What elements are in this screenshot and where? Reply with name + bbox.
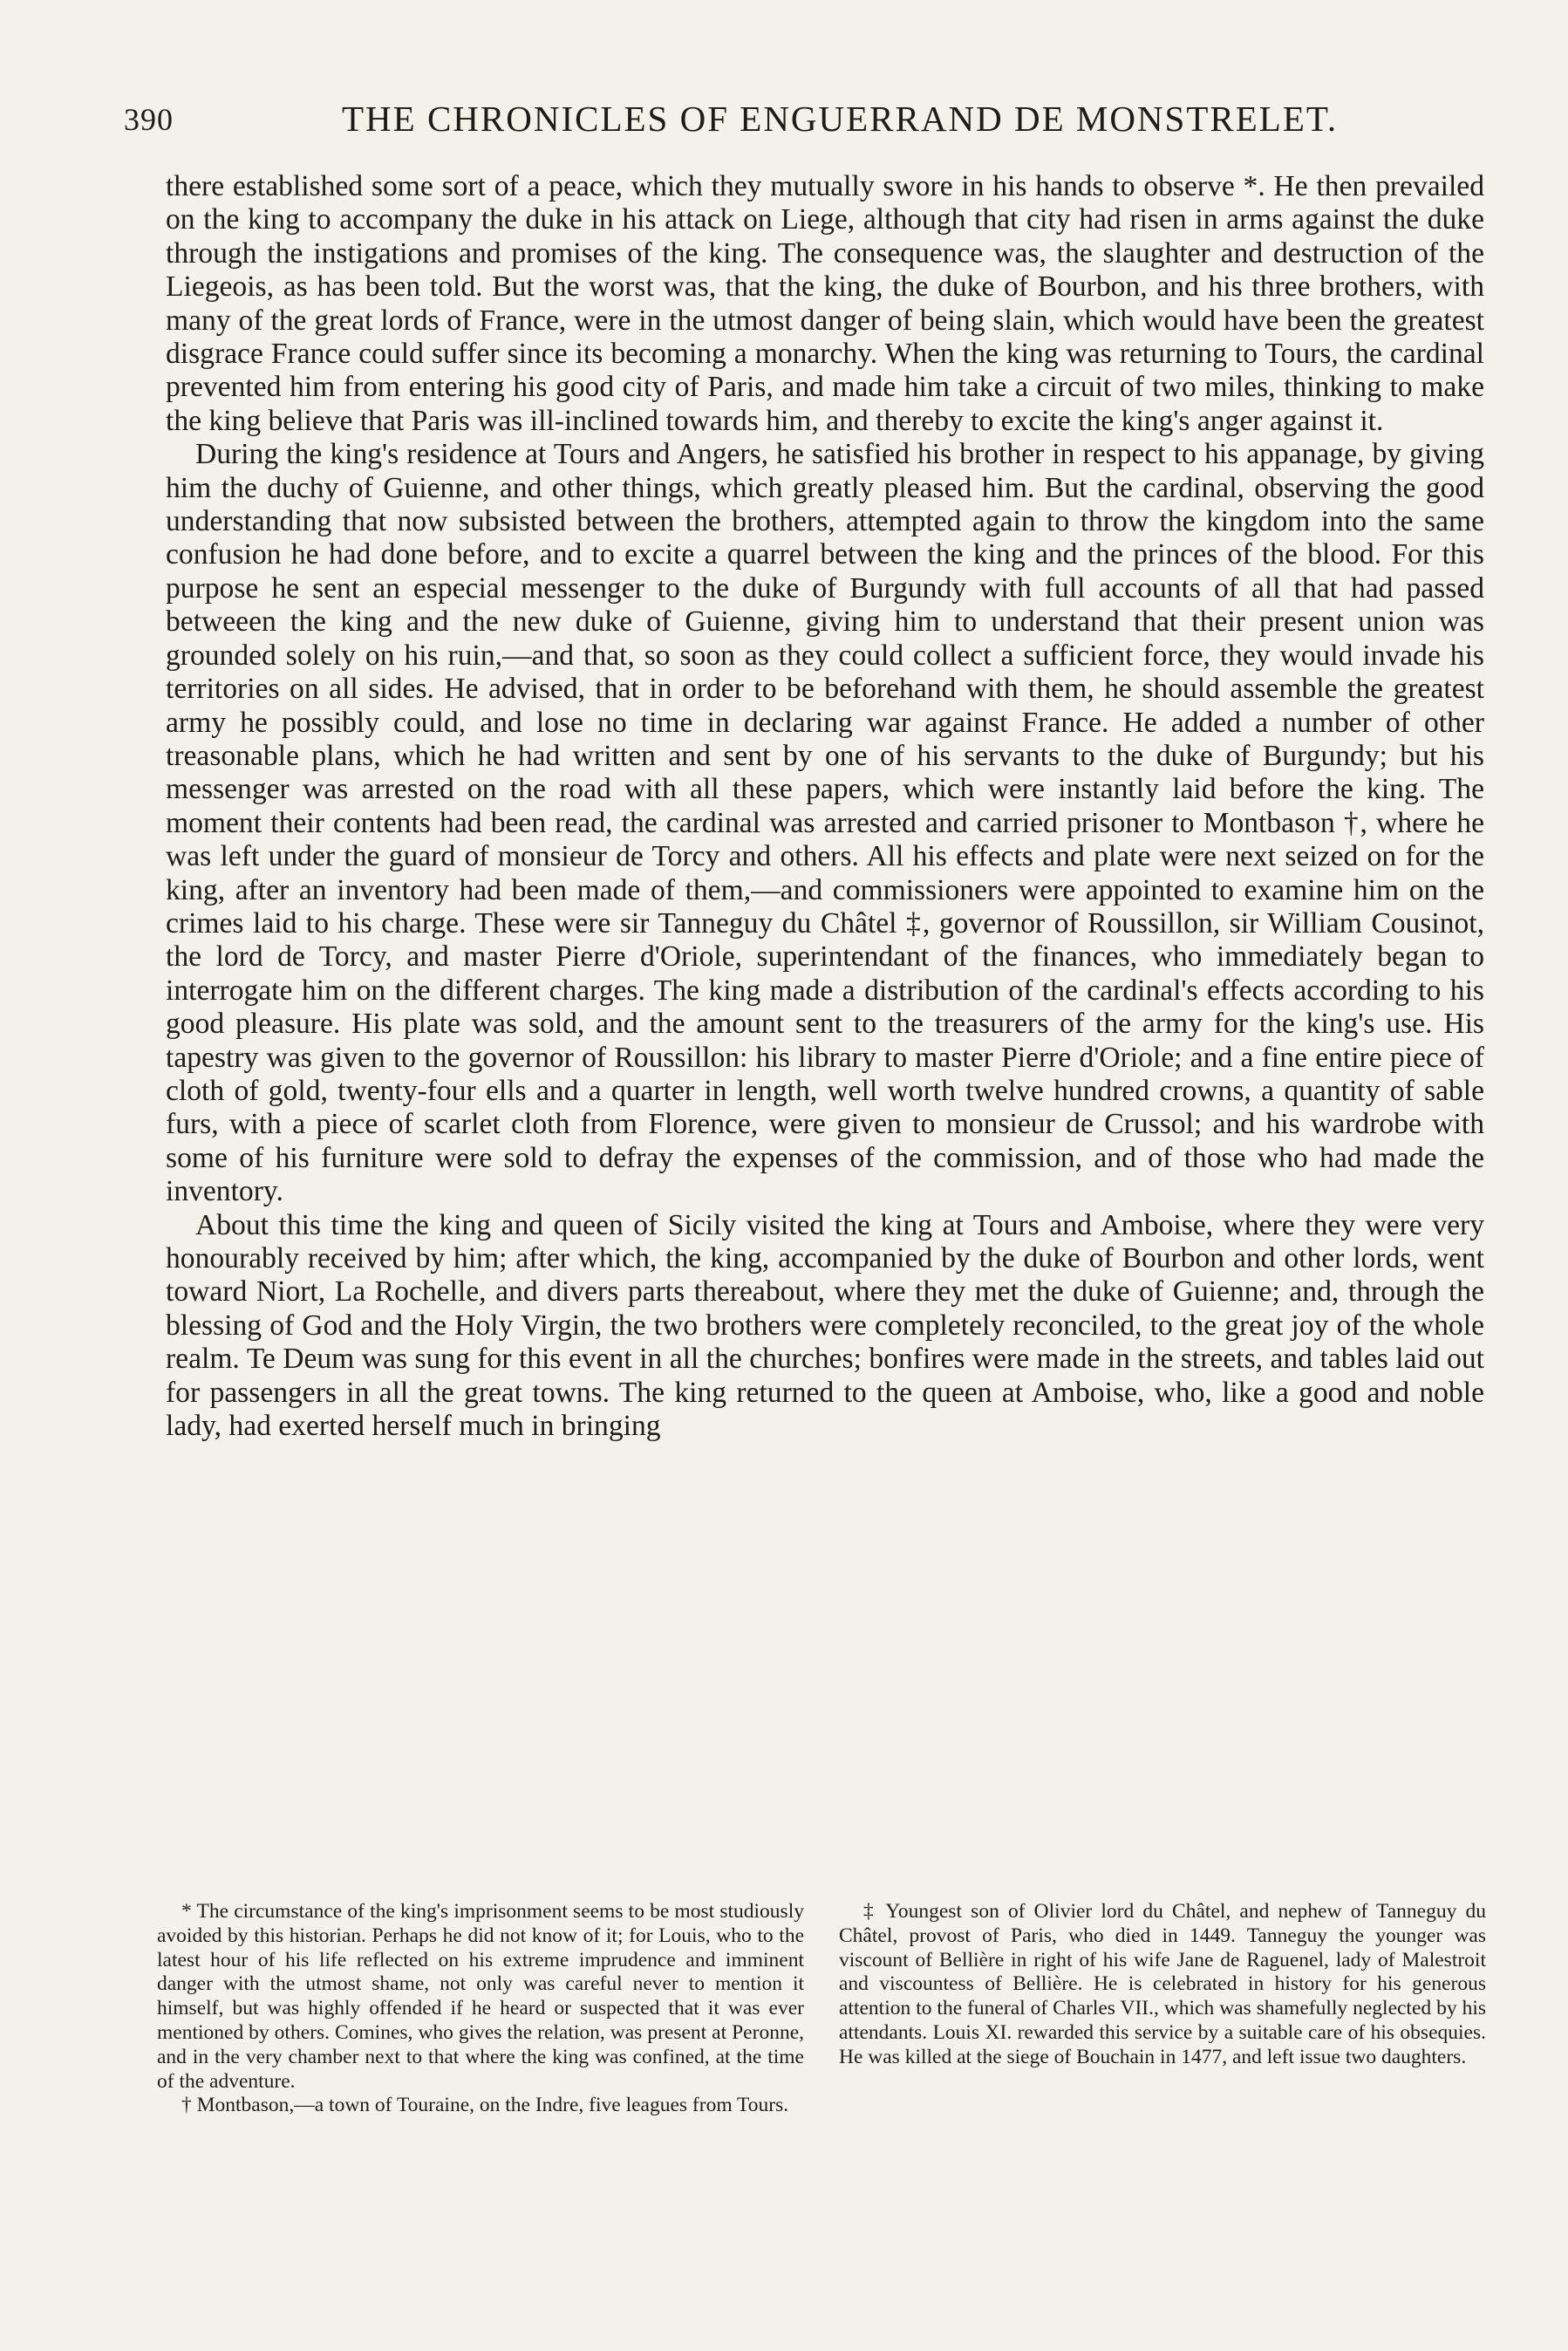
footnote: ‡ Youngest son of Olivier lord du Châtel, and nephew of Tanneguy du Châtel, provost of Paris, who died in 1449. Tanneguy the younger was viscount of Bellière in right of his wife Jane de Raguenel, lady of Malestroit and viscountess of Bellière. He is celebrated in history for his generous attention to the funeral of Charles VII., which was shamefully neglected by his attendants. Louis XI. rewarded this service by a suitable care of his obsequies. He was killed at the siege of Bouchain in 1477, and left issue two daughters. [839, 1900, 1486, 2068]
paragraph: there established some sort of a peace, which they mutually swore in his hands to observe *. He then prevailed on the king to accompany the duke in his attack on Liege, although that city had risen in arms against the duke through the instigations and promises of the king. The consequence was, the slaughter and destruction of the Liegeois, as has been told. But the worst was, that the king, the duke of Bourbon, and his three brothers, with many of the great lords of France, were in the utmost danger of being slain, which would have been the greatest disgrace France could suffer since its becoming a monarchy. When the king was returning to Tours, the cardinal prevented him from entering his good city of Paris, and made him take a circuit of two miles, thinking to make the king believe that Paris was ill-inclined towards him, and thereby to excite the king's anger against it. [166, 170, 1484, 437]
paragraph: During the king's residence at Tours and Angers, he satisfied his brother in respect to his appanage, by giving him the duchy of Guienne, and other things, which greatly pleased him. But the cardinal, observing the good understanding that now subsisted between the brothers, attempted again to throw the kingdom into the same confusion he had done before, and to excite a quarrel between the king and the princes of the blood. For this purpose he sent an especial messenger to the duke of Burgundy with full accounts of all that had passed betweeen the king and the new duke of Guienne, giving him to understand that their present union was grounded solely on his ruin,—and that, so soon as they could collect a sufficient force, they would invade his territories on all sides. He advised, that in order to be beforehand with them, he should assemble the greatest army he possibly could, and lose no time in declaring war against France. He added a number of other treasonable plans, which he had written and sent by one of his servants to the duke of Burgundy; but his messenger was arrested on the road with all these papers, which were instantly laid before the king. The moment their contents had been read, the cardinal was arrested and carried prisoner to Montbason †, where he was left under the guard of monsieur de Torcy and others. All his effects and plate were next seized on for the king, after an inventory had been made of them,—and commissioners were appointed to examine him on the crimes laid to his charge. These were sir Tanneguy du Châtel ‡, governor of Roussillon, sir William Cousinot, the lord de Torcy, and master Pierre d'Oriole, superintendant of the finances, who immediately began to interrogate him on the different charges. The king made a distribution of the cardinal's effects according to his good pleasure. His plate was sold, and the amount sent to the treasurers of the army for the king's use. His tapestry was given to the governor of Roussillon: his library to master Pierre d'Oriole; and a fine entire piece of cloth of gold, twenty-four ells and a quarter in length, well worth twelve hundred crowns, a quantity of sable furs, with a piece of scarlet cloth from Florence, were given to monsieur de Crussol; and his wardrobe with some of his furniture were sold to defray the expenses of the commission, and of those who had made the inventory. [166, 438, 1484, 1208]
footnotes-right-column [839, 1900, 1486, 2118]
page-number: 390 [124, 102, 174, 137]
footnote: † Montbason,—a town of Touraine, on the Indre, five leagues from Tours. [181, 2094, 789, 2117]
footnotes [157, 1900, 1486, 2118]
page-header [124, 98, 1484, 150]
footnote: * The circumstance of the king's imprisonment seems to be most studiously avoided by this historian. Perhaps he did not know of it; for Louis, who to the latest hour of his life reflected on his extreme imprudence and imminent danger with the utmost shame, not only was careful never to mention it himself, but was highly offended if he heard or suspected that it was ever mentioned by others. Comines, who gives the relation, was present at Peronne, and in the very chamber next to that where the king was confined, at the time of the adventure. [157, 1900, 804, 2093]
body-text [166, 170, 1484, 1443]
paragraph: About this time the king and queen of Sicily visited the king at Tours and Amboise, where they were very honourably received by him; after which, the king, accompanied by the duke of Bourbon and other lords, went toward Niort, La Rochelle, and divers parts thereabout, where they met the duke of Guienne; and, through the blessing of God and the Holy Virgin, the two brothers were completely reconciled, to the great joy of the whole realm. Te Deum was sung for this event in all the churches; bonfires were made in the streets, and tables laid out for passengers in all the great towns. The king returned to the queen at Amboise, who, like a good and noble lady, had exerted herself much in bringing [166, 1208, 1484, 1443]
running-title: THE CHRONICLES OF ENGUERRAND DE MONSTRELET. [342, 99, 1339, 139]
footnotes-left-column [157, 1900, 804, 2118]
